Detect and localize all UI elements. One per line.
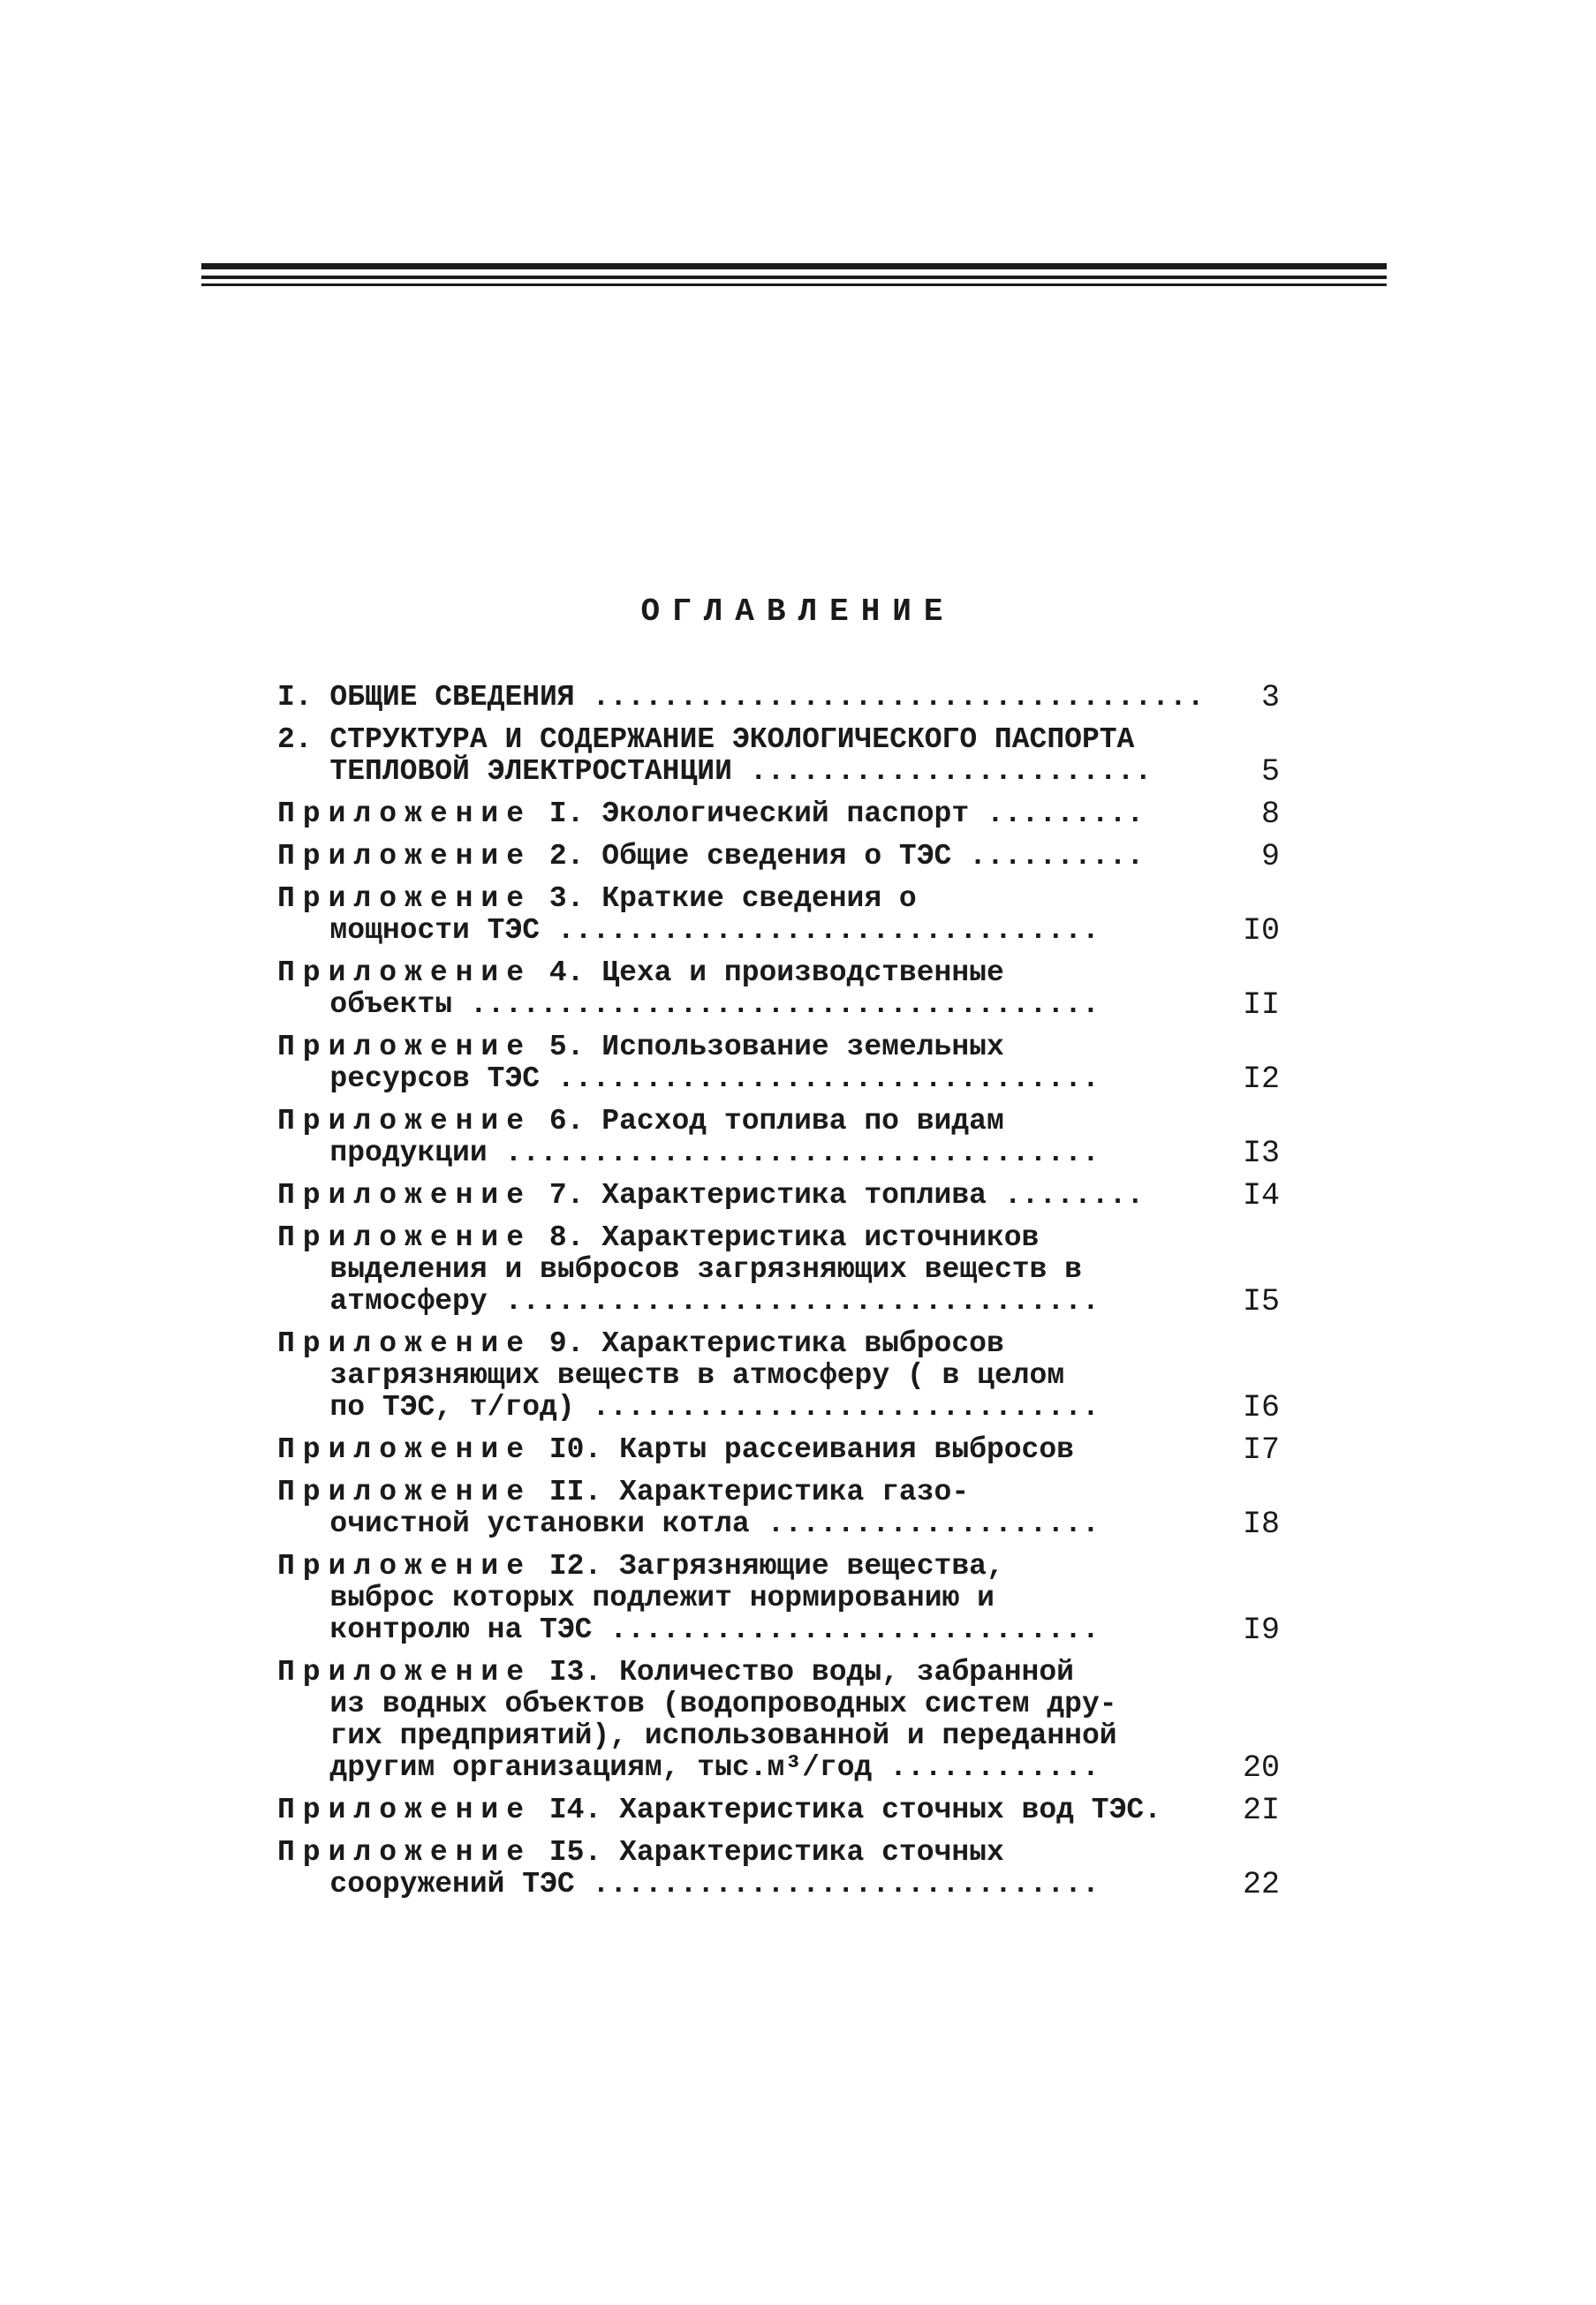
toc-entry <box>277 1477 1280 1540</box>
toc-entry-title: I4. Характеристика сточных вод ТЭС. <box>548 1794 1161 1826</box>
toc-entry-page: I9 <box>1242 1613 1280 1648</box>
toc-entry-text <box>277 957 1231 1021</box>
toc-entry-title: 8. Характеристика источников выделения и выбросов загрязняющих веществ в атмосферу .................................. <box>329 1221 1100 1318</box>
toc-entry-title: I0. Карты рассеивания выбросов <box>548 1433 1074 1466</box>
toc-entry <box>277 1551 1280 1646</box>
toc-entry-text <box>277 798 1231 830</box>
table-of-contents <box>277 682 1280 1911</box>
toc-entry <box>277 1657 1280 1784</box>
appendix-label: Приложение <box>277 1656 533 1689</box>
toc-entry-text <box>277 1795 1231 1826</box>
toc-entry-text <box>277 1328 1231 1424</box>
toc-entry-page: 3 <box>1260 680 1280 715</box>
toc-entry-text <box>277 1477 1231 1540</box>
toc-entry <box>277 724 1280 788</box>
toc-entry-text <box>277 841 1231 873</box>
toc-entry-text <box>277 1434 1231 1466</box>
toc-entry-page: I7 <box>1242 1432 1280 1468</box>
appendix-label: Приложение <box>277 1031 533 1063</box>
toc-entry <box>277 1180 1280 1212</box>
toc-entry-title: I5. Характеристика сточных сооружений ТЭС ............................. <box>329 1836 1100 1901</box>
toc-entry-page: 5 <box>1260 754 1280 790</box>
toc-entry <box>277 798 1280 830</box>
toc-entry-text <box>277 1837 1231 1901</box>
toc-entry-title: I. Экологический паспорт ......... <box>548 797 1145 830</box>
toc-entry-title: 4. Цеха и производственные объекты .................................... <box>329 956 1100 1021</box>
toc-entry-title: 5. Использование земельных ресурсов ТЭС ............................... <box>329 1031 1100 1095</box>
toc-entry-page: 9 <box>1260 839 1280 874</box>
toc-entry <box>277 1434 1280 1466</box>
toc-entry-page: 22 <box>1242 1867 1280 1902</box>
toc-entry <box>277 1837 1280 1901</box>
appendix-label: Приложение <box>277 1476 533 1508</box>
toc-entry-text <box>277 1106 1231 1169</box>
toc-entry-page: I6 <box>1242 1390 1280 1425</box>
appendix-label: Приложение <box>277 1105 533 1137</box>
appendix-label: Приложение <box>277 1433 533 1466</box>
toc-entry-page: 8 <box>1260 797 1280 832</box>
toc-entry-text <box>277 1551 1231 1646</box>
toc-entry <box>277 1795 1280 1826</box>
toc-entry-title: 7. Характеристика топлива ........ <box>548 1179 1145 1212</box>
appendix-label: Приложение <box>277 1179 533 1212</box>
toc-entry-text <box>277 1032 1231 1095</box>
top-rule <box>201 283 1387 286</box>
appendix-label: Приложение <box>277 1794 533 1826</box>
toc-entry-page: 20 <box>1242 1750 1280 1786</box>
toc-entry-text <box>277 883 1231 947</box>
toc-entry-title: 9. Характеристика выбросов загрязняющих веществ в атмосферу ( в целом по ТЭС, т/год) ............................. <box>329 1327 1100 1424</box>
toc-entry-title: 6. Расход топлива по видам продукции .................................. <box>329 1105 1100 1169</box>
toc-entry <box>277 1222 1280 1318</box>
toc-entry-text: I. ОБЩИЕ СВЕДЕНИЯ ................................... <box>277 681 1205 714</box>
toc-entry-page: I2 <box>1242 1062 1280 1097</box>
toc-entry-page: I8 <box>1242 1507 1280 1542</box>
appendix-label: Приложение <box>277 797 533 830</box>
appendix-label: Приложение <box>277 956 533 989</box>
toc-entry <box>277 841 1280 873</box>
appendix-label: Приложение <box>277 1327 533 1360</box>
toc-entry-title: 3. Краткие сведения о мощности ТЭС ............................... <box>329 882 1100 947</box>
toc-entry-text <box>277 1180 1231 1212</box>
toc-entry <box>277 1032 1280 1095</box>
toc-entry-title: 2. Общие сведения о ТЭС .......... <box>548 840 1145 873</box>
appendix-label: Приложение <box>277 1221 533 1254</box>
toc-entry-page: 2I <box>1242 1793 1280 1828</box>
toc-title: ОГЛАВЛЕНИЕ <box>640 593 956 630</box>
toc-entry <box>277 957 1280 1021</box>
toc-entry-text <box>277 1657 1231 1784</box>
toc-entry-page: I4 <box>1242 1178 1280 1213</box>
toc-entry <box>277 1328 1280 1424</box>
toc-entry-text <box>277 1222 1231 1318</box>
toc-entry <box>277 883 1280 947</box>
toc-entry-title: II. Характеристика газо- очистной установки котла ................... <box>329 1476 1100 1540</box>
appendix-label: Приложение <box>277 1550 533 1583</box>
toc-entry <box>277 1106 1280 1169</box>
appendix-label: Приложение <box>277 840 533 873</box>
toc-entry-page: II <box>1242 987 1280 1023</box>
appendix-label: Приложение <box>277 1836 533 1869</box>
toc-entry <box>277 682 1280 714</box>
toc-entry-title: I3. Количество воды, забранной из водных объектов (водопроводных систем дру- гих предприятий), использованной и переданной другим организациям, тыс.м³/год ............ <box>329 1656 1117 1784</box>
toc-entry-text: 2. СТРУКТУРА И СОДЕРЖАНИЕ ЭКОЛОГИЧЕСКОГО ПАСПОРТА ТЕПЛОВОЙ ЭЛЕКТРОСТАНЦИИ ....................... <box>277 723 1153 788</box>
toc-entry-page: I0 <box>1242 913 1280 948</box>
top-rule <box>201 276 1387 279</box>
toc-entry-page: I3 <box>1242 1136 1280 1171</box>
toc-entry-page: I5 <box>1242 1284 1280 1319</box>
appendix-label: Приложение <box>277 882 533 915</box>
top-rule <box>201 263 1387 269</box>
toc-entry-title: I2. Загрязняющие вещества, выброс которых подлежит нормированию и контролю на ТЭС ............................ <box>329 1550 1100 1646</box>
